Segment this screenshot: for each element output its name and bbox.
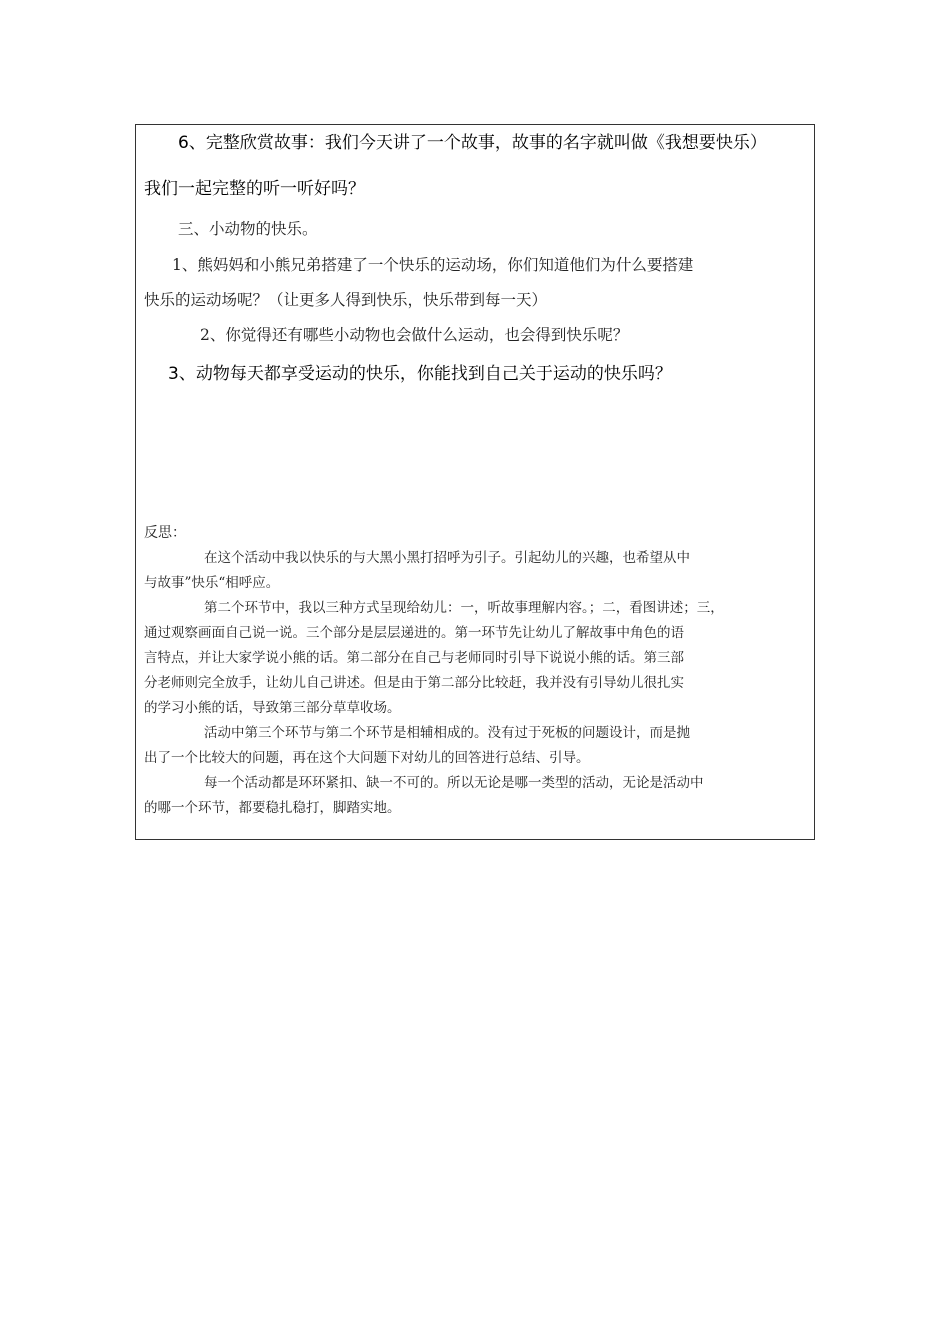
reflection-p3-line2: 出了一个比较大的问题，再在这个大问题下对幼儿的回答进行总结、引导。 [144, 750, 590, 766]
section6-line1: 6、完整欣赏故事：我们今天讲了一个故事，故事的名字就叫做《我想要快乐） [178, 133, 767, 153]
question1-line1: 1、熊妈妈和小熊兄弟搭建了一个快乐的运动场，你们知道他们为什么要搭建 [172, 256, 694, 274]
reflection-label: 反思： [144, 525, 186, 541]
reflection-p4-line2: 的哪一个环节，都要稳扎稳打，脚踏实地。 [144, 800, 401, 816]
reflection-p3-line1: 活动中第三个环节与第二个环节是相辅相成的。没有过于死板的问题设计，而是抛 [204, 725, 690, 741]
reflection-p2-line3: 言特点，并让大家学说小熊的话。第二部分在自己与老师同时引导下说说小熊的话。第三部 [144, 650, 684, 666]
reflection-p2-line2: 通过观察画面自己说一说。三个部分是层层递进的。第一环节先让幼儿了解故事中角色的语 [144, 625, 684, 641]
reflection-p2-line1: 第二个环节中，我以三种方式呈现给幼儿：一，听故事理解内容。；二，看图讲述；三， [204, 600, 724, 616]
section6-line2: 我们一起完整的听一听好吗？ [144, 179, 365, 199]
reflection-p4-line1: 每一个活动都是环环紧扣、缺一不可的。所以无论是哪一类型的活动，无论是活动中 [204, 775, 704, 791]
question2: 2、你觉得还有哪些小动物也会做什么运动，也会得到快乐呢？ [200, 326, 629, 344]
section3-heading: 三、小动物的快乐。 [178, 220, 318, 238]
question1-line2: 快乐的运动场呢？（让更多人得到快乐，快乐带到每一天） [144, 291, 548, 309]
reflection-p1-line2: 与故事”快乐“相呼应。 [144, 575, 280, 591]
reflection-p1-line1: 在这个活动中我以快乐的与大黑小黑打招呼为引子。引起幼儿的兴趣，也希望从中 [204, 550, 690, 566]
reflection-p2-line5: 的学习小熊的话，导致第三部分草草收场。 [144, 700, 401, 716]
reflection-p2-line4: 分老师则完全放手，让幼儿自己讲述。但是由于第二部分比较赶，我并没有引导幼儿很扎实 [144, 675, 684, 691]
question3: 3、动物每天都享受运动的快乐，你能找到自己关于运动的快乐吗？ [168, 364, 672, 384]
